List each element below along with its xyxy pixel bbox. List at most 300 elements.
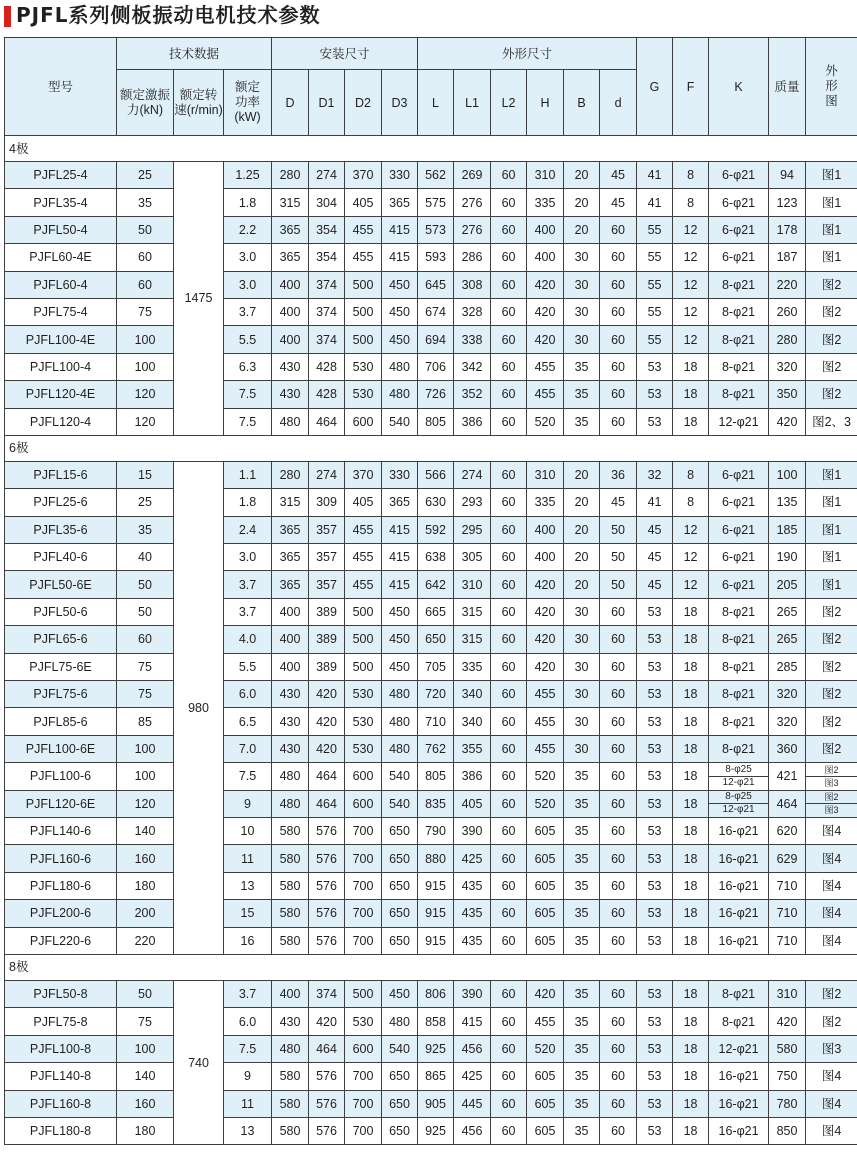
cell-B: 30: [564, 708, 600, 735]
cell-fig: 图4: [806, 1117, 857, 1144]
cell-mass: 185: [769, 516, 806, 543]
cell-D: 580: [272, 872, 309, 899]
cell-L2: 60: [491, 735, 527, 762]
cell-B: 30: [564, 326, 600, 353]
cell-power: 13: [224, 872, 272, 899]
cell-L1: 386: [454, 763, 491, 790]
cell-L: 790: [418, 817, 454, 844]
cell-D3: 415: [382, 571, 418, 598]
fig-line: 图3: [806, 776, 857, 789]
cell-D2: 530: [345, 735, 382, 762]
cell-L2: 60: [491, 408, 527, 435]
cell-model: PJFL160-6: [5, 845, 117, 872]
cell-force: 120: [117, 408, 174, 435]
cell-L: 835: [418, 790, 454, 817]
speed-cell: 1475: [174, 162, 224, 436]
cell-F: 18: [673, 790, 709, 817]
cell-L2: 60: [491, 571, 527, 598]
cell-B: 35: [564, 763, 600, 790]
cell-H: 400: [527, 516, 564, 543]
cell-H: 400: [527, 244, 564, 271]
cell-D1: 576: [309, 900, 345, 927]
cell-D3: 650: [382, 1117, 418, 1144]
cell-mass: 620: [769, 817, 806, 844]
table-row: [5, 735, 857, 762]
cell-H: 420: [527, 626, 564, 653]
cell-power: 9: [224, 790, 272, 817]
cell-force: 100: [117, 735, 174, 762]
cell-D3: 650: [382, 1063, 418, 1090]
cell-F: 12: [673, 216, 709, 243]
cell-F: 18: [673, 626, 709, 653]
cell-B: 35: [564, 900, 600, 927]
cell-fig: 图4: [806, 900, 857, 927]
table-row: [5, 216, 857, 243]
cell-F: 18: [673, 408, 709, 435]
cell-D: 365: [272, 544, 309, 571]
cell-F: 18: [673, 735, 709, 762]
cell-D: 365: [272, 244, 309, 271]
cell-L: 762: [418, 735, 454, 762]
cell-L2: 60: [491, 544, 527, 571]
cell-L: 806: [418, 980, 454, 1007]
header-power: 额定功率(kW): [224, 70, 272, 136]
cell-L: 562: [418, 162, 454, 189]
cell-force: 140: [117, 817, 174, 844]
cell-fig: 图1: [806, 461, 857, 488]
table-header: [5, 38, 857, 136]
cell-force: 50: [117, 571, 174, 598]
cell-d: 60: [600, 1063, 637, 1090]
cell-d: 60: [600, 735, 637, 762]
cell-L1: 274: [454, 461, 491, 488]
cell-B: 30: [564, 271, 600, 298]
cell-G: 53: [637, 353, 673, 380]
cell-L: 592: [418, 516, 454, 543]
cell-B: 35: [564, 817, 600, 844]
cell-F: 18: [673, 1090, 709, 1117]
cell-F: 18: [673, 1063, 709, 1090]
cell-d: 60: [600, 1035, 637, 1062]
cell-mass: 710: [769, 872, 806, 899]
cell-K: 6-φ21: [709, 189, 769, 216]
table-row: [5, 461, 857, 488]
cell-D3: 480: [382, 1008, 418, 1035]
table-row: [5, 408, 857, 435]
cell-force: 200: [117, 900, 174, 927]
cell-H: 455: [527, 1008, 564, 1035]
cell-D2: 530: [345, 708, 382, 735]
cell-force: 160: [117, 1090, 174, 1117]
cell-D: 480: [272, 763, 309, 790]
cell-L1: 355: [454, 735, 491, 762]
cell-force: 180: [117, 872, 174, 899]
cell-H: 420: [527, 298, 564, 325]
header-install: 安装尺寸: [272, 38, 418, 70]
cell-K: 8-φ21: [709, 708, 769, 735]
cell-L2: 60: [491, 708, 527, 735]
cell-d: 60: [600, 381, 637, 408]
cell-G: 53: [637, 817, 673, 844]
cell-F: 18: [673, 1008, 709, 1035]
cell-G: 55: [637, 326, 673, 353]
cell-power: 3.0: [224, 244, 272, 271]
table-row: [5, 790, 857, 817]
cell-D1: 357: [309, 544, 345, 571]
table-row: [5, 571, 857, 598]
header-model: 型号: [5, 38, 117, 136]
cell-L: 915: [418, 872, 454, 899]
cell-D1: 357: [309, 516, 345, 543]
table-row: [5, 845, 857, 872]
cell-D: 400: [272, 271, 309, 298]
header-D3: D3: [382, 70, 418, 136]
cell-B: 20: [564, 544, 600, 571]
cell-D1: 354: [309, 216, 345, 243]
cell-K: 8-φ21: [709, 626, 769, 653]
speed-cell: 980: [174, 461, 224, 954]
cell-H: 455: [527, 381, 564, 408]
cell-D: 400: [272, 980, 309, 1007]
cell-F: 18: [673, 845, 709, 872]
table-row: [5, 244, 857, 271]
cell-mass: 710: [769, 900, 806, 927]
cell-G: 53: [637, 927, 673, 954]
cell-power: 2.2: [224, 216, 272, 243]
cell-fig: 图1: [806, 162, 857, 189]
cell-D1: 576: [309, 1063, 345, 1090]
cell-B: 20: [564, 216, 600, 243]
cell-F: 8: [673, 489, 709, 516]
cell-L2: 60: [491, 817, 527, 844]
cell-H: 420: [527, 598, 564, 625]
cell-L2: 60: [491, 900, 527, 927]
table-row: [5, 353, 857, 380]
cell-power: 6.5: [224, 708, 272, 735]
cell-L1: 425: [454, 1063, 491, 1090]
cell-mass: 464: [769, 790, 806, 817]
cell-L: 575: [418, 189, 454, 216]
cell-power: 10: [224, 817, 272, 844]
cell-L: 694: [418, 326, 454, 353]
cell-mass: 850: [769, 1117, 806, 1144]
cell-L1: 425: [454, 845, 491, 872]
cell-D1: 420: [309, 735, 345, 762]
cell-H: 605: [527, 1063, 564, 1090]
cell-H: 335: [527, 189, 564, 216]
cell-F: 18: [673, 872, 709, 899]
cell-model: PJFL120-4E: [5, 381, 117, 408]
cell-force: 75: [117, 653, 174, 680]
cell-D3: 330: [382, 461, 418, 488]
cell-K: 8-φ21: [709, 653, 769, 680]
cell-force: 75: [117, 298, 174, 325]
cell-power: 6.0: [224, 681, 272, 708]
cell-F: 18: [673, 1117, 709, 1144]
cell-L: 915: [418, 927, 454, 954]
cell-D1: 309: [309, 489, 345, 516]
cell-D: 430: [272, 735, 309, 762]
cell-D3: 450: [382, 626, 418, 653]
table-row: [5, 1008, 857, 1035]
cell-G: 53: [637, 980, 673, 1007]
cell-d: 60: [600, 271, 637, 298]
cell-D3: 415: [382, 516, 418, 543]
cell-D2: 700: [345, 900, 382, 927]
cell-L: 726: [418, 381, 454, 408]
cell-D1: 274: [309, 461, 345, 488]
cell-d: 60: [600, 298, 637, 325]
cell-L1: 295: [454, 516, 491, 543]
cell-G: 53: [637, 790, 673, 817]
cell-G: 53: [637, 763, 673, 790]
cell-G: 55: [637, 244, 673, 271]
cell-H: 310: [527, 162, 564, 189]
cell-D2: 500: [345, 626, 382, 653]
cell-H: 520: [527, 1035, 564, 1062]
cell-B: 20: [564, 461, 600, 488]
cell-mass: 420: [769, 1008, 806, 1035]
cell-G: 45: [637, 571, 673, 598]
cell-L: 642: [418, 571, 454, 598]
cell-model: PJFL120-6E: [5, 790, 117, 817]
cell-D3: 365: [382, 489, 418, 516]
cell-d: 36: [600, 461, 637, 488]
cell-G: 53: [637, 1035, 673, 1062]
table-row: [5, 489, 857, 516]
cell-power: 5.5: [224, 653, 272, 680]
cell-D3: 480: [382, 681, 418, 708]
cell-D2: 600: [345, 408, 382, 435]
cell-G: 55: [637, 216, 673, 243]
cell-power: 7.0: [224, 735, 272, 762]
cell-L2: 60: [491, 381, 527, 408]
cell-model: PJFL100-4E: [5, 326, 117, 353]
table-row: [5, 516, 857, 543]
cell-G: 53: [637, 381, 673, 408]
header-L1: L1: [454, 70, 491, 136]
cell-K: 16-φ21: [709, 1090, 769, 1117]
table-row: [5, 598, 857, 625]
cell-power: 3.7: [224, 598, 272, 625]
cell-D1: 357: [309, 571, 345, 598]
table-row: [5, 1117, 857, 1144]
cell-force: 120: [117, 790, 174, 817]
cell-D2: 370: [345, 162, 382, 189]
cell-F: 18: [673, 598, 709, 625]
cell-G: 53: [637, 900, 673, 927]
cell-G: 32: [637, 461, 673, 488]
cell-B: 35: [564, 408, 600, 435]
cell-L2: 60: [491, 489, 527, 516]
cell-H: 455: [527, 735, 564, 762]
cell-d: 60: [600, 216, 637, 243]
cell-force: 15: [117, 461, 174, 488]
cell-fig: 图4: [806, 872, 857, 899]
cell-fig: 图4: [806, 1063, 857, 1090]
cell-G: 55: [637, 271, 673, 298]
K-line: 8-φ25: [725, 791, 752, 803]
table-row: [5, 900, 857, 927]
cell-force: 60: [117, 626, 174, 653]
cell-H: 605: [527, 845, 564, 872]
cell-D1: 389: [309, 598, 345, 625]
cell-B: 30: [564, 735, 600, 762]
cell-mass: 94: [769, 162, 806, 189]
cell-D3: 480: [382, 353, 418, 380]
cell-L2: 60: [491, 790, 527, 817]
cell-G: 45: [637, 516, 673, 543]
cell-H: 605: [527, 900, 564, 927]
cell-L1: 293: [454, 489, 491, 516]
cell-L2: 60: [491, 244, 527, 271]
fig-line: 图2: [824, 764, 839, 775]
cell-K: 12-φ21: [709, 408, 769, 435]
cell-D2: 370: [345, 461, 382, 488]
cell-H: 520: [527, 790, 564, 817]
cell-G: 53: [637, 708, 673, 735]
cell-mass: 750: [769, 1063, 806, 1090]
cell-mass: 320: [769, 708, 806, 735]
cell-G: 53: [637, 735, 673, 762]
header-D1: D1: [309, 70, 345, 136]
cell-force: 100: [117, 763, 174, 790]
cell-H: 400: [527, 544, 564, 571]
cell-power: 2.4: [224, 516, 272, 543]
cell-F: 8: [673, 162, 709, 189]
cell-L2: 60: [491, 845, 527, 872]
cell-K: 6-φ21: [709, 162, 769, 189]
cell-K: 8-φ21: [709, 735, 769, 762]
cell-d: 60: [600, 326, 637, 353]
cell-D2: 455: [345, 544, 382, 571]
cell-D: 400: [272, 653, 309, 680]
cell-D2: 530: [345, 353, 382, 380]
cell-D1: 576: [309, 872, 345, 899]
cell-d: 50: [600, 516, 637, 543]
cell-mass: 190: [769, 544, 806, 571]
cell-model: PJFL15-6: [5, 461, 117, 488]
cell-d: 60: [600, 980, 637, 1007]
cell-force: 35: [117, 516, 174, 543]
cell-F: 18: [673, 681, 709, 708]
cell-H: 455: [527, 353, 564, 380]
cell-force: 60: [117, 271, 174, 298]
cell-D1: 428: [309, 381, 345, 408]
cell-B: 30: [564, 598, 600, 625]
cell-K: [709, 763, 769, 790]
cell-mass: 280: [769, 326, 806, 353]
table-row: [5, 298, 857, 325]
cell-H: 455: [527, 681, 564, 708]
cell-model: PJFL180-8: [5, 1117, 117, 1144]
cell-L1: 335: [454, 653, 491, 680]
cell-mass: 100: [769, 461, 806, 488]
cell-B: 35: [564, 790, 600, 817]
cell-D: 580: [272, 927, 309, 954]
cell-d: 60: [600, 763, 637, 790]
cell-fig: 图2: [806, 598, 857, 625]
cell-power: 13: [224, 1117, 272, 1144]
cell-G: 53: [637, 1063, 673, 1090]
cell-B: 20: [564, 516, 600, 543]
cell-force: 50: [117, 980, 174, 1007]
cell-K: 8-φ21: [709, 353, 769, 380]
cell-D1: 389: [309, 653, 345, 680]
cell-D: 315: [272, 489, 309, 516]
table-row: [5, 681, 857, 708]
cell-mass: 187: [769, 244, 806, 271]
cell-mass: 780: [769, 1090, 806, 1117]
cell-force: 140: [117, 1063, 174, 1090]
cell-L: 925: [418, 1035, 454, 1062]
cell-B: 35: [564, 845, 600, 872]
cell-G: 41: [637, 162, 673, 189]
cell-mass: 178: [769, 216, 806, 243]
cell-D1: 304: [309, 189, 345, 216]
cell-force: 25: [117, 162, 174, 189]
cell-L1: 328: [454, 298, 491, 325]
cell-H: 335: [527, 489, 564, 516]
cell-D: 365: [272, 516, 309, 543]
cell-power: 15: [224, 900, 272, 927]
cell-power: 6.3: [224, 353, 272, 380]
cell-L2: 60: [491, 1008, 527, 1035]
cell-d: 60: [600, 1090, 637, 1117]
cell-force: 50: [117, 216, 174, 243]
cell-L1: 435: [454, 927, 491, 954]
cell-L: 638: [418, 544, 454, 571]
cell-K: 16-φ21: [709, 817, 769, 844]
table-row: [5, 817, 857, 844]
cell-L: 593: [418, 244, 454, 271]
cell-L2: 60: [491, 461, 527, 488]
cell-K: 8-φ21: [709, 271, 769, 298]
title-accent-bar: [4, 6, 11, 27]
header-tech: 技术数据: [117, 38, 272, 70]
cell-H: 605: [527, 1090, 564, 1117]
cell-d: 60: [600, 845, 637, 872]
cell-D2: 700: [345, 1117, 382, 1144]
cell-L: 925: [418, 1117, 454, 1144]
cell-power: 5.5: [224, 326, 272, 353]
cell-d: 60: [600, 1008, 637, 1035]
cell-model: PJFL35-6: [5, 516, 117, 543]
cell-D3: 480: [382, 708, 418, 735]
cell-L1: 435: [454, 872, 491, 899]
cell-model: PJFL35-4: [5, 189, 117, 216]
table-row: [5, 1035, 857, 1062]
cell-D3: 480: [382, 381, 418, 408]
cell-D2: 455: [345, 571, 382, 598]
cell-D1: 576: [309, 927, 345, 954]
cell-K: 6-φ21: [709, 489, 769, 516]
cell-D1: 464: [309, 763, 345, 790]
cell-L: 805: [418, 763, 454, 790]
cell-G: 53: [637, 626, 673, 653]
cell-power: 9: [224, 1063, 272, 1090]
cell-L2: 60: [491, 1035, 527, 1062]
header-K: K: [709, 38, 769, 136]
cell-D2: 600: [345, 763, 382, 790]
page-title: PJFL系列侧板振动电机技术参数: [16, 3, 321, 27]
cell-B: 20: [564, 189, 600, 216]
cell-F: 12: [673, 298, 709, 325]
cell-D1: 576: [309, 1090, 345, 1117]
cell-B: 35: [564, 1090, 600, 1117]
cell-L1: 338: [454, 326, 491, 353]
cell-d: 60: [600, 1117, 637, 1144]
